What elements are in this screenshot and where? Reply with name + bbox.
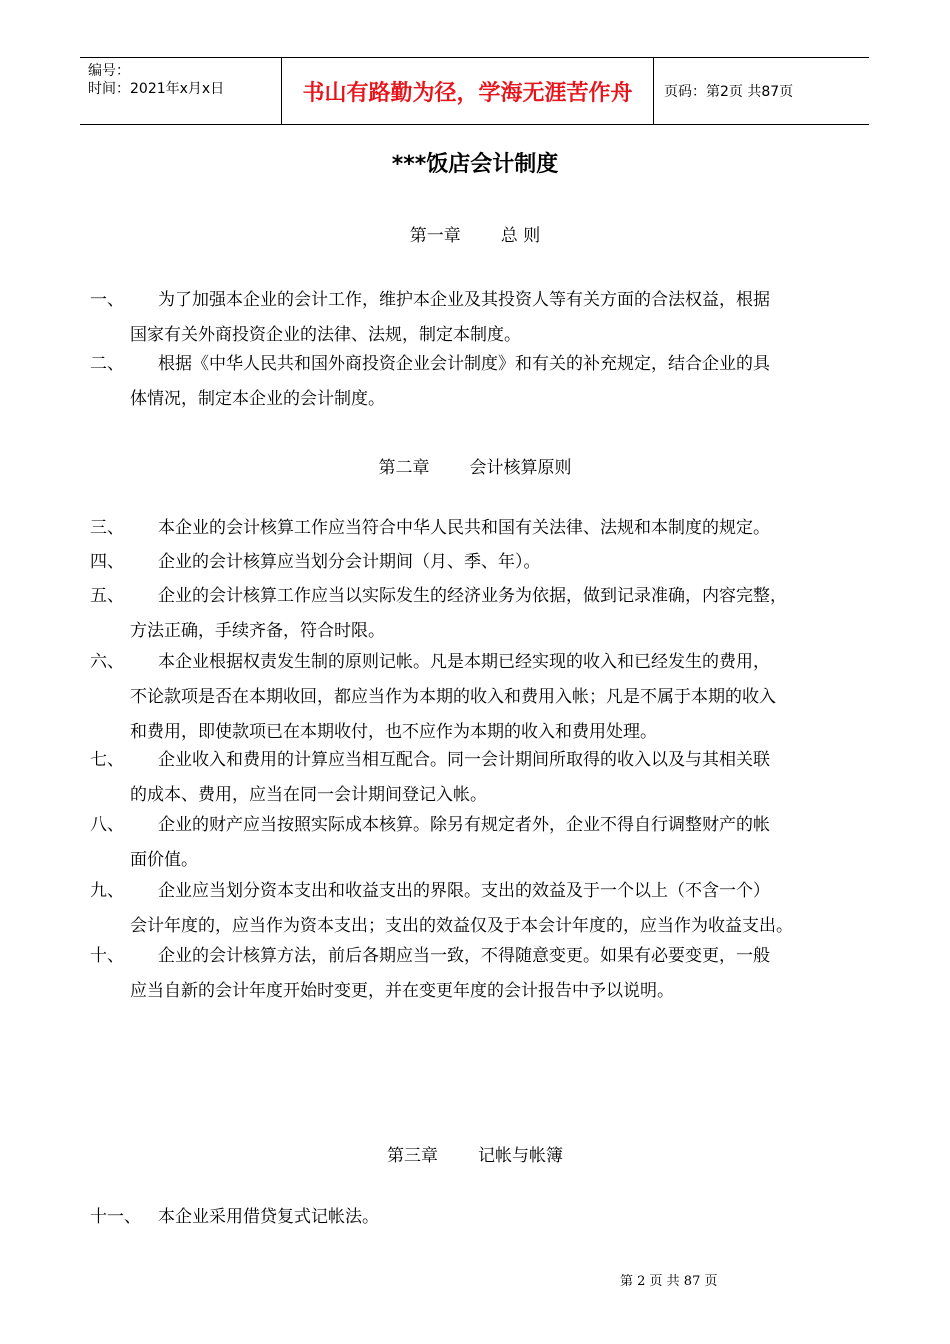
article-text-cont: 和费用，即使款项已在本期收付，也不应作为本期的收入和费用处理。 (130, 722, 657, 742)
chapter-title: 总 则 (500, 226, 541, 246)
document-title: ***饭店会计制度 (391, 152, 559, 177)
article-text-cont: 应当自新的会计年度开始时变更，并在变更年度的会计报告中予以说明。 (130, 981, 674, 1001)
article-text-cont: 不论款项是否在本期收回，都应当作为本期的收入和费用入帐；凡是不属于本期的收入 (130, 687, 776, 707)
article (90, 347, 880, 417)
page-header (80, 57, 869, 125)
article (90, 545, 880, 580)
article-text: 根据《中华人民共和国外商投资企业会计制度》和有关的补充规定，结合企业的具 (158, 354, 770, 374)
chapter-title: 记帐与帐簿 (478, 1146, 563, 1166)
article-number: 四、 (90, 552, 124, 572)
article-number: 九、 (90, 881, 124, 901)
header-page-info: 页码：第2页 共87页 (664, 84, 794, 100)
article (90, 808, 880, 878)
article (90, 645, 880, 750)
chapter-number: 第一章 (409, 226, 461, 246)
article-number: 八、 (90, 815, 124, 835)
header-meta (80, 58, 281, 124)
article (90, 874, 880, 944)
article-text: 本企业根据权责发生制的原则记帐。凡是本期已经实现的收入和已经发生的费用， (158, 652, 770, 672)
article-number: 一、 (90, 290, 124, 310)
chapter-heading (0, 1141, 950, 1166)
article-text: 本企业采用借贷复式记帐法。 (158, 1207, 379, 1227)
article-text: 企业的财产应当按照实际成本核算。除另有规定者外，企业不得自行调整财产的帐 (158, 815, 770, 835)
article (90, 939, 880, 1009)
article-number: 二、 (90, 354, 124, 374)
article-text: 本企业的会计核算工作应当符合中华人民共和国有关法律、法规和本制度的规定。 (158, 518, 770, 538)
article (90, 743, 880, 813)
chapter-heading (0, 221, 950, 246)
article-text-cont: 的成本、费用，应当在同一会计期间登记入帐。 (130, 785, 487, 805)
chapter-number: 第二章 (378, 458, 430, 478)
article-text: 为了加强本企业的会计工作，维护本企业及其投资人等有关方面的合法权益，根据 (158, 290, 770, 310)
article-number: 十、 (90, 946, 124, 966)
article-text-cont: 国家有关外商投资企业的法律、法规，制定本制度。 (130, 325, 521, 345)
article-text: 企业应当划分资本支出和收益支出的界限。支出的效益及于一个以上（不含一个） (158, 881, 770, 901)
article-text: 企业的会计核算应当划分会计期间（月、季、年）。 (158, 552, 541, 572)
article (90, 283, 880, 353)
article-text-cont: 方法正确，手续齐备，符合时限。 (130, 621, 385, 641)
article (90, 511, 880, 546)
article (90, 579, 880, 649)
article-text: 企业的会计核算工作应当以实际发生的经济业务为依据，做到记录准确，内容完整， (158, 586, 787, 606)
number-label: 编号： (88, 63, 130, 79)
page-footer: 第 2 页 共 87 页 (620, 1274, 718, 1289)
article (90, 1200, 880, 1235)
article-number: 五、 (90, 586, 124, 606)
article-text: 企业收入和费用的计算应当相互配合。同一会计期间所取得的收入以及与其相关联 (158, 750, 770, 770)
article-text-cont: 体情况，制定本企业的会计制度。 (130, 389, 385, 409)
chapter-number: 第三章 (387, 1146, 438, 1166)
article-text: 企业的会计核算方法，前后各期应当一致，不得随意变更。如果有必要变更，一般 (158, 946, 770, 966)
article-text-cont: 会计年度的，应当作为资本支出；支出的效益仅及于本会计年度的，应当作为收益支出。 (130, 916, 793, 936)
chapter-title: 会计核算原则 (469, 458, 572, 478)
time-label: 时间：2021年x月x日 (88, 81, 225, 97)
chapter-heading (0, 453, 950, 478)
header-motto: 书山有路勤为径，学海无涯苦作舟 (281, 58, 654, 124)
article-number: 七、 (90, 750, 124, 770)
article-number: 六、 (90, 652, 124, 672)
article-number: 三、 (90, 518, 124, 538)
article-number: 十一、 (90, 1207, 141, 1227)
article-text-cont: 面价值。 (130, 850, 198, 870)
